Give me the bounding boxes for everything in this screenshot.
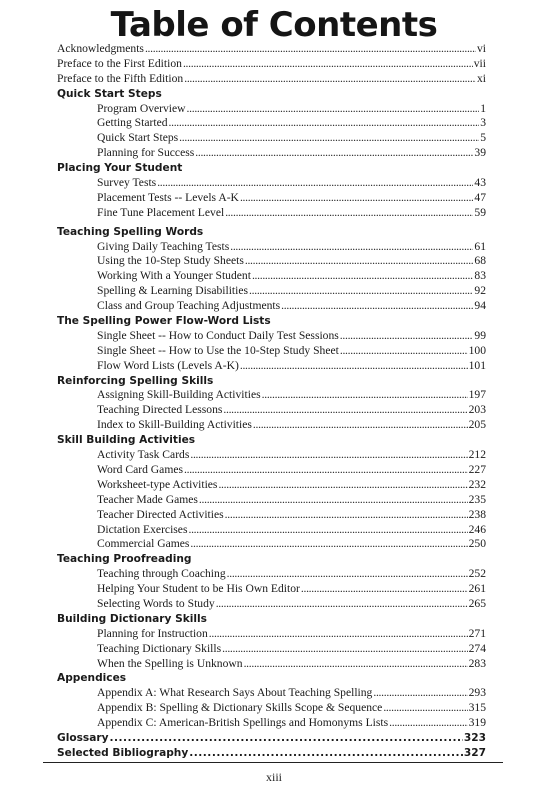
toc-entry <box>57 478 486 493</box>
dot-leader <box>225 508 468 523</box>
toc-entry-label: Single Sheet -- How to Conduct Daily Test Sessions <box>97 328 339 342</box>
toc-entry-label: Teacher Made Games <box>97 492 198 506</box>
dot-leader <box>218 478 467 493</box>
toc-entry-label: Placement Tests -- Levels A-K <box>97 190 239 204</box>
toc-entry-page: vii <box>473 56 486 70</box>
toc-entry-page: 227 <box>468 462 486 476</box>
toc-entry-page: 252 <box>468 567 486 581</box>
toc-entry-label: Survey Tests <box>97 176 157 190</box>
toc-entry <box>57 206 486 221</box>
toc-entry <box>57 567 486 582</box>
toc-entry-page: 238 <box>468 507 486 521</box>
footer-rule <box>43 762 503 763</box>
toc-entry-label: Word Card Games <box>97 462 183 476</box>
toc-entry-label: Quick Start Steps <box>97 131 179 145</box>
section-heading: Skill Building Activities <box>57 434 196 447</box>
toc-entry-page: 203 <box>468 403 486 417</box>
dot-leader <box>262 388 468 403</box>
toc-entry <box>57 131 486 146</box>
toc-entry <box>57 329 486 344</box>
toc-entry <box>57 269 486 284</box>
toc-entry <box>57 254 486 269</box>
toc-entry-page: 327 <box>463 746 486 759</box>
toc-entry-label: Selected Bibliography <box>57 746 189 759</box>
toc-entry-label: Appendix A: What Research Says About Teaching Spelling <box>97 686 373 700</box>
toc-entry <box>57 403 486 418</box>
toc-entry-label: Flow Word Lists (Levels A-K) <box>97 358 239 372</box>
dot-leader <box>340 329 474 344</box>
toc-entry <box>57 176 486 191</box>
dot-leader <box>190 537 467 552</box>
toc-entry <box>57 240 486 255</box>
page-title: Table of Contents <box>110 5 438 45</box>
page-number-footer: xiii <box>265 770 282 784</box>
toc-entry <box>57 463 486 478</box>
dot-leader <box>240 359 468 374</box>
dot-leader <box>389 716 467 731</box>
toc-entry-label: Using the 10-Step Study Sheets <box>97 254 244 268</box>
toc-entry <box>57 701 486 716</box>
toc-entry-page: 47 <box>474 190 486 204</box>
toc-entry-label: Appendix C: American-British Spellings and Homonyms Lists <box>97 716 389 730</box>
toc-entry <box>57 657 486 672</box>
toc-entry-label: Single Sheet -- How to Use the 10-Step Study Sheet <box>97 343 339 357</box>
section-heading: Building Dictionary Skills <box>57 612 207 625</box>
dot-leader <box>179 131 479 146</box>
toc-entry <box>57 72 486 87</box>
toc-entry <box>57 537 486 552</box>
toc-entry <box>57 388 486 403</box>
toc-entry-label: Dictation Exercises <box>97 522 188 536</box>
toc-entry-label: Selecting Words to Study <box>97 596 215 610</box>
toc-entry-page: 1 <box>480 101 486 115</box>
toc-entry-page: 235 <box>468 492 486 506</box>
toc-entry-page: 100 <box>468 343 486 357</box>
toc-entry-label: Acknowledgments <box>57 42 144 55</box>
dot-leader <box>227 567 468 582</box>
toc-entry <box>57 582 486 597</box>
dot-leader <box>253 418 468 433</box>
dot-leader <box>157 176 473 191</box>
toc-entry-page: 250 <box>468 537 486 551</box>
dot-leader <box>199 493 468 508</box>
toc-entry-page: 265 <box>468 596 486 610</box>
toc-entry-label: Appendix B: Spelling & Dictionary Skills Scope & Sequence <box>97 701 383 715</box>
toc-entry-label: Getting Started <box>97 116 168 130</box>
toc-entry-page: 94 <box>474 299 486 313</box>
dot-leader <box>195 146 473 161</box>
toc-entry <box>57 418 486 433</box>
dot-leader <box>110 731 463 746</box>
toc-entry-page: 205 <box>468 418 486 432</box>
toc-entry-page: 271 <box>468 626 486 640</box>
toc-entry-page: 3 <box>480 116 486 130</box>
toc-entry-page: vi <box>476 42 486 55</box>
toc-entry-label: Helping Your Student to be His Own Editor <box>97 582 300 596</box>
toc-entry-page: 59 <box>474 205 486 219</box>
toc-entry <box>57 42 486 57</box>
toc-entry-page: 197 <box>468 388 486 402</box>
toc-entry-label: Teacher Directed Activities <box>97 507 224 521</box>
dot-leader <box>187 102 480 117</box>
toc-entry-page: 293 <box>468 686 486 700</box>
toc-entry-page: 68 <box>474 254 486 268</box>
toc-entry <box>57 191 486 206</box>
dot-leader <box>223 403 467 418</box>
dot-leader <box>230 240 473 255</box>
dot-leader <box>373 686 467 701</box>
toc-list <box>57 42 486 761</box>
dot-leader <box>184 72 476 87</box>
toc-entry-page: 5 <box>480 131 486 145</box>
dot-leader <box>183 57 473 72</box>
toc-entry-label: Class and Group Teaching Adjustments <box>97 299 281 313</box>
dot-leader <box>281 299 473 314</box>
toc-entry-label: Spelling & Learning Disabilities <box>97 284 249 298</box>
dot-leader <box>245 254 474 269</box>
toc-entry-page: 261 <box>468 582 486 596</box>
toc-entry <box>57 686 486 701</box>
toc-entry <box>57 746 486 761</box>
toc-entry-label: When the Spelling is Unknown <box>97 656 243 670</box>
toc-entry-label: Worksheet-type Activities <box>97 477 218 491</box>
toc-entry-label: Teaching through Coaching <box>97 567 226 581</box>
toc-entry-label: Teaching Directed Lessons <box>97 403 223 417</box>
toc-entry <box>57 597 486 612</box>
dot-leader <box>340 344 468 359</box>
toc-entry-label: Planning for Instruction <box>97 626 208 640</box>
dot-leader <box>249 284 473 299</box>
toc-entry-page: 92 <box>474 284 486 298</box>
section-heading: Placing Your Student <box>57 162 183 175</box>
dot-leader <box>222 642 467 657</box>
toc-entry-page: 83 <box>474 269 486 283</box>
toc-entry-label: Preface to the First Edition <box>57 56 182 70</box>
toc-entry <box>57 493 486 508</box>
toc-entry-label: Fine Tune Placement Level <box>97 205 225 219</box>
dot-leader <box>188 523 467 538</box>
toc-entry-label: Teaching Dictionary Skills <box>97 641 222 655</box>
section-heading: Appendices <box>57 672 127 685</box>
toc-entry-label: Activity Task Cards <box>97 448 190 462</box>
dot-leader <box>145 42 476 57</box>
toc-entry-page: 61 <box>474 239 486 253</box>
toc-entry <box>57 716 486 731</box>
section-heading: Teaching Proofreading <box>57 553 192 566</box>
toc-entry-label: Giving Daily Teaching Tests <box>97 239 230 253</box>
toc-entry-page: 319 <box>468 716 486 730</box>
toc-entry-page: 323 <box>463 731 486 744</box>
toc-entry-label: Glossary <box>57 731 109 744</box>
toc-entry-page: 212 <box>468 448 486 462</box>
toc-entry-page: 99 <box>474 328 486 342</box>
toc-entry-label: Preface to the Fifth Edition <box>57 71 184 85</box>
toc-entry <box>57 448 486 463</box>
section-heading: Quick Start Steps <box>57 87 162 100</box>
toc-entry-label: Assigning Skill-Building Activities <box>97 388 261 402</box>
toc-entry <box>57 523 486 538</box>
dot-leader <box>169 116 480 131</box>
toc-entry <box>57 344 486 359</box>
toc-entry-page: 315 <box>468 701 486 715</box>
toc-entry-page: 283 <box>468 656 486 670</box>
dot-leader <box>189 746 463 761</box>
section-heading: Teaching Spelling Words <box>57 225 204 238</box>
toc-entry-page: 101 <box>468 358 486 372</box>
section-heading: The Spelling Power Flow-Word Lists <box>57 315 271 328</box>
toc-entry <box>57 642 486 657</box>
dot-leader <box>301 582 468 597</box>
toc-entry <box>57 731 486 746</box>
section-heading: Reinforcing Spelling Skills <box>57 374 214 387</box>
toc-entry-page: 43 <box>474 176 486 190</box>
dot-leader <box>244 657 468 672</box>
toc-entry-label: Planning for Success <box>97 146 195 160</box>
toc-entry-label: Working With a Younger Student <box>97 269 251 283</box>
toc-entry-label: Index to Skill-Building Activities <box>97 418 252 432</box>
toc-entry-page: xi <box>476 71 486 85</box>
toc-entry <box>57 146 486 161</box>
toc-entry-page: 274 <box>468 641 486 655</box>
toc-entry-page: 232 <box>468 477 486 491</box>
dot-leader <box>225 206 473 221</box>
toc-entry-page: 39 <box>474 146 486 160</box>
toc-entry <box>57 359 486 374</box>
dot-leader <box>383 701 467 716</box>
dot-leader <box>209 627 468 642</box>
toc-entry <box>57 627 486 642</box>
dot-leader <box>184 463 468 478</box>
toc-entry <box>57 508 486 523</box>
toc-entry-label: Program Overview <box>97 101 186 115</box>
toc-entry <box>57 57 486 72</box>
toc-entry-page: 246 <box>468 522 486 536</box>
dot-leader <box>190 448 467 463</box>
toc-entry-label: Commercial Games <box>97 537 190 551</box>
toc-entry <box>57 102 486 117</box>
toc-entry <box>57 116 486 131</box>
dot-leader <box>252 269 473 284</box>
toc-entry <box>57 299 486 314</box>
toc-entry <box>57 284 486 299</box>
dot-leader <box>216 597 468 612</box>
dot-leader <box>240 191 473 206</box>
